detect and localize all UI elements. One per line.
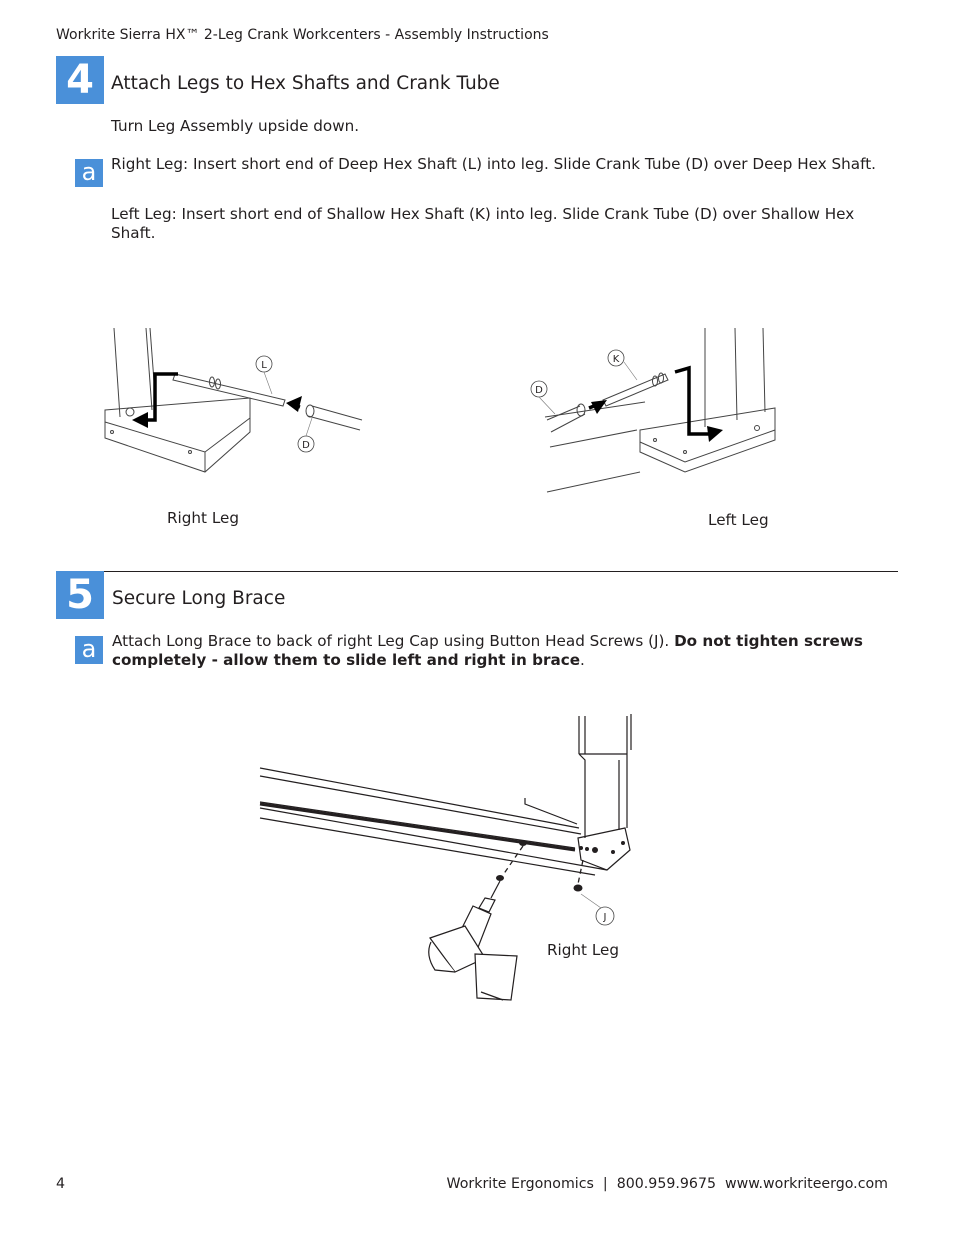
callout-j: J [603,912,607,923]
step-title: Attach Legs to Hex Shafts and Crank Tube [111,73,500,94]
callout-l: L [261,360,267,371]
brace-instruction [112,632,902,669]
brace-figure-caption: Right Leg [547,941,619,959]
left-leg-diagram [525,322,785,497]
long-brace-diagram [255,710,640,1010]
section-divider [104,571,898,572]
substep-letter-a: a [75,159,103,187]
callout-k: K [612,354,620,365]
instruction-warning: Do not tighten screws completely - allow them to slide left and right in brace [112,632,863,669]
page-number: 4 [56,1176,66,1192]
document-header: Workrite Sierra HX™ 2-Leg Crank Workcenters - Assembly Instructions [56,27,549,43]
step-number-5: 5 [56,571,104,619]
left-leg-instruction: Left Leg: Insert short end of Shallow Hex Shaft (K) into leg. Slide Crank Tube (D) over Shallow Hex Shaft. [111,205,855,242]
substep-letter-a: a [75,636,103,664]
step-number-4: 4 [56,56,104,104]
step-intro: Turn Leg Assembly upside down. [111,117,360,135]
instruction-end: . [580,650,585,669]
right-leg-diagram [100,322,375,482]
step-title: Secure Long Brace [112,588,286,609]
footer-contact: Workrite Ergonomics | 800.959.9675 www.workriteergo.com [446,1176,888,1192]
right-leg-instruction: Right Leg: Insert short end of Deep Hex Shaft (L) into leg. Slide Crank Tube (D) over Deep Hex Shaft. [111,155,876,173]
left-leg-caption: Left Leg [708,511,769,529]
callout-d: D [535,385,543,396]
callout-d: D [302,440,310,451]
right-leg-caption: Right Leg [167,509,239,527]
instruction-text: Attach Long Brace to back of right Leg Cap using Button Head Screws (J). [112,632,675,650]
